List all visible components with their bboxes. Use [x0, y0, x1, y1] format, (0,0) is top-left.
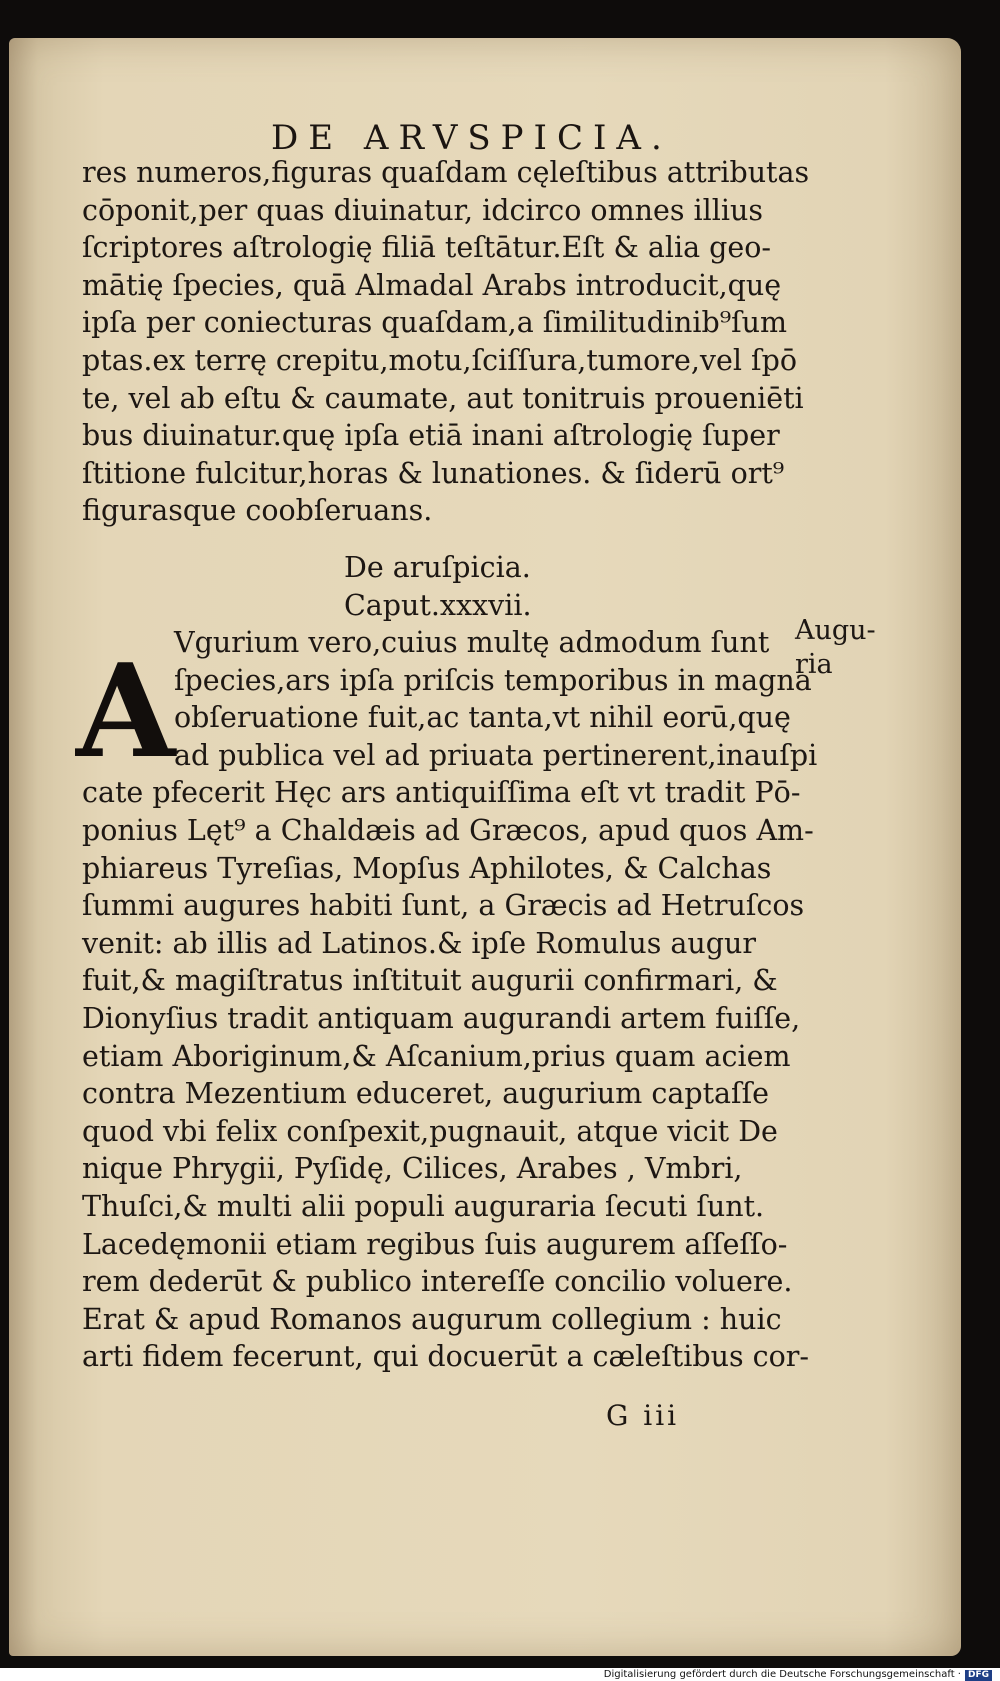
text-line: cate pfecerit Hęc ars antiquiſſima eſt vt tradit Pō- — [82, 776, 801, 810]
decorated-initial: A — [76, 637, 176, 787]
text-line: fuit,& magiſtratus inſtituit augurii confirmari, & — [82, 964, 778, 998]
dfg-logo: DFG — [965, 1670, 992, 1681]
text-line: ponius Lęt⁹ a Chaldæis ad Græcos, apud quos Am- — [82, 813, 814, 847]
running-head: DE ARVSPICIA. — [271, 118, 672, 158]
text-line: venit: ab illis ad Latinos.& ipſe Romulus augur — [82, 926, 756, 960]
text-line: res numeros,figuras quaſdam cęleſtibus attributas — [82, 156, 810, 189]
section-title: De aruſpicia. — [344, 551, 531, 584]
text-line: mātię ſpecies, quā Almadal Arabs introducit,quę — [82, 268, 782, 302]
marginal-note-line: Augu- — [795, 615, 876, 646]
text-line: cōponit,per quas diuinatur, idcirco omnes illius — [82, 193, 763, 227]
text-line: ſtitione fulcitur,horas & lunationes. & ſiderū ort⁹ — [82, 456, 785, 490]
text-line: Lacedęmonii etiam regibus ſuis augurem aſſeſſo- — [82, 1227, 788, 1261]
text-line: Dionyſius tradit antiquam augurandi artem fuiſſe, — [82, 1001, 801, 1035]
text-line: Thuſci,& multi alii populi auguraria ſecuti ſunt. — [82, 1189, 765, 1223]
text-line: obſeruatione fuit,ac tanta,vt nihil eorū,quę — [174, 701, 791, 735]
marginal-note — [795, 614, 876, 682]
marginal-note-line: ria — [795, 649, 833, 680]
text-line: Erat & apud Romanos augurum collegium : huic — [82, 1302, 782, 1336]
text-line: rem dederūt & publico intereſſe concilio voluere. — [82, 1265, 793, 1299]
signature-mark: G iii — [606, 1399, 680, 1432]
credit-text: Digitalisierung gefördert durch die Deutsche Forschungsgemeinschaft · — [603, 1669, 961, 1680]
section-heading — [344, 549, 532, 624]
text-line: etiam Aboriginum,& Aſcanium,prius quam aciem — [82, 1039, 791, 1073]
text-line: figurasque coobſeruans. — [82, 494, 433, 528]
text-line: phiareus Tyreſias, Mopſus Aphilotes, & Calchas — [82, 851, 772, 885]
chapter-label: Caput.xxxvii. — [344, 588, 532, 622]
text-line: ptas.ex terrę crepitu,motu,ſciſſura,tumore,vel ſpō — [82, 343, 797, 377]
paragraph-2 — [82, 624, 818, 1376]
text-line: ſummi augures habiti ſunt, a Græcis ad Hetruſcos — [82, 889, 805, 923]
text-line: ſcriptores aſtrologię filiā teſtātur.Eſt & alia geo- — [82, 231, 772, 265]
text-line: quod vbi felix conſpexit,pugnauit, atque vicit De — [82, 1114, 778, 1148]
text-line: bus diuinatur.quę ipſa etiā inani aſtrologię ſuper — [82, 419, 780, 453]
text-line: nique Phrygii, Pyſidę, Cilices, Arabes , Vmbri, — [82, 1152, 743, 1186]
paragraph-1 — [82, 154, 810, 530]
book-page — [9, 38, 961, 1656]
text-line: ſpecies,ars ipſa priſcis temporibus in magna — [174, 663, 812, 697]
digitization-credit — [604, 1669, 992, 1681]
text-line: te, vel ab eſtu & caumate, aut tonitruis proueniēti — [82, 381, 804, 415]
text-line: Vgurium vero,cuius multę admodum ſunt — [174, 626, 770, 659]
text-line: ad publica vel ad priuata pertinerent,inauſpi — [174, 738, 818, 772]
text-line: contra Mezentium educeret, augurium captaſſe — [82, 1077, 769, 1111]
text-line: ipſa per coniecturas quaſdam,a ſimilitudinib⁹ſum — [82, 306, 788, 340]
text-line: arti fidem fecerunt, qui docuerūt a cæleſtibus cor- — [82, 1340, 810, 1374]
